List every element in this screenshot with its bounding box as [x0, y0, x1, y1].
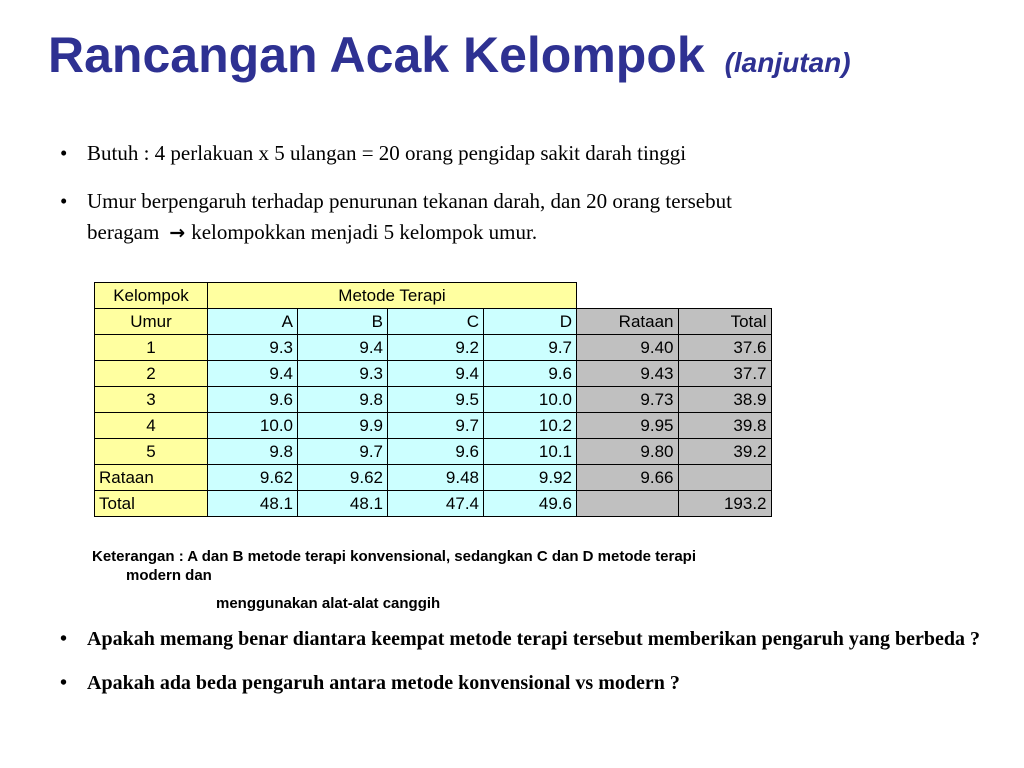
table-row — [95, 413, 772, 439]
cell: 9.3 — [298, 361, 388, 387]
cell-rataan: 9.73 — [577, 387, 679, 413]
cell-total: 39.8 — [678, 413, 771, 439]
table-row — [95, 361, 772, 387]
table-row — [95, 335, 772, 361]
row-label: 4 — [95, 413, 208, 439]
cell-empty — [577, 491, 679, 517]
cell-total: 37.6 — [678, 335, 771, 361]
row-label: Total — [95, 491, 208, 517]
cell: 48.1 — [298, 491, 388, 517]
header-total: Total — [678, 309, 771, 335]
cell: 9.62 — [298, 465, 388, 491]
table-note — [92, 547, 696, 613]
cell: 9.9 — [298, 413, 388, 439]
bullet-dot: • — [60, 141, 68, 165]
cell-total: 38.9 — [678, 387, 771, 413]
bullet-item — [60, 186, 980, 249]
cell: 9.7 — [484, 335, 577, 361]
table-header-row — [95, 283, 772, 309]
note-line: Keterangan : A dan B metode terapi konvensional, sedangkan C dan D metode terapi — [92, 548, 697, 565]
question-item — [60, 668, 980, 698]
cell: 9.2 — [388, 335, 484, 361]
slide-title — [48, 27, 851, 83]
row-label: 1 — [95, 335, 208, 361]
table-row-total — [95, 491, 772, 517]
header-umur: Umur — [95, 309, 208, 335]
blank-cell — [678, 283, 771, 309]
cell: 10.0 — [484, 387, 577, 413]
table-row — [95, 439, 772, 465]
cell: 9.3 — [208, 335, 298, 361]
row-label: 5 — [95, 439, 208, 465]
header-metode-terapi: Metode Terapi — [208, 283, 577, 309]
table-row — [95, 387, 772, 413]
cell-total: 39.2 — [678, 439, 771, 465]
cell: 10.2 — [484, 413, 577, 439]
cell-rataan: 9.66 — [577, 465, 679, 491]
cell: 9.92 — [484, 465, 577, 491]
note-line: menggunakan alat-alat canggih — [216, 595, 441, 612]
cell: 9.6 — [208, 387, 298, 413]
blank-cell — [577, 283, 679, 309]
title-sub: (lanjutan) — [724, 47, 851, 78]
title-main: Rancangan Acak Kelompok — [48, 27, 705, 83]
bullet-item — [60, 138, 980, 169]
question-text: Apakah memang benar diantara keempat metode terapi tersebut memberikan pengaruh yang berbeda ? — [87, 628, 980, 650]
table-header-row — [95, 309, 772, 335]
bullet-text: Umur berpengaruh terhadap penurunan tekanan darah, dan 20 orang tersebut — [87, 189, 732, 213]
cell: 9.5 — [388, 387, 484, 413]
cell-rataan: 9.43 — [577, 361, 679, 387]
cell: 9.7 — [388, 413, 484, 439]
cell: 48.1 — [208, 491, 298, 517]
bullet-text-continued: beragam — [87, 220, 160, 244]
header-rataan: Rataan — [577, 309, 679, 335]
cell-rataan: 9.40 — [577, 335, 679, 361]
cell-empty — [678, 465, 771, 491]
cell: 9.4 — [298, 335, 388, 361]
header-d: D — [484, 309, 577, 335]
bullet-dot: • — [60, 189, 68, 213]
bullet-dot: • — [60, 672, 68, 694]
cell: 9.7 — [298, 439, 388, 465]
cell: 9.4 — [208, 361, 298, 387]
header-a: A — [208, 309, 298, 335]
cell: 49.6 — [484, 491, 577, 517]
note-line: modern dan — [126, 567, 212, 584]
cell: 9.48 — [388, 465, 484, 491]
bullet-list — [60, 138, 980, 266]
cell: 10.0 — [208, 413, 298, 439]
bullet-text-continued: kelompokkan menjadi 5 kelompok umur. — [191, 220, 538, 244]
data-table — [94, 282, 772, 517]
cell-total: 37.7 — [678, 361, 771, 387]
cell-rataan: 9.95 — [577, 413, 679, 439]
cell: 9.62 — [208, 465, 298, 491]
bullet-dot: • — [60, 628, 68, 650]
cell: 9.6 — [388, 439, 484, 465]
cell: 9.4 — [388, 361, 484, 387]
header-kelompok: Kelompok — [95, 283, 208, 309]
question-item — [60, 624, 980, 654]
bullet-text: Butuh : 4 perlakuan x 5 ulangan = 20 orang pengidap sakit darah tinggi — [87, 141, 687, 165]
question-list — [60, 624, 980, 712]
table-row-rataan — [95, 465, 772, 491]
row-label: 3 — [95, 387, 208, 413]
question-text: Apakah ada beda pengaruh antara metode konvensional vs modern ? — [87, 672, 680, 694]
row-label: 2 — [95, 361, 208, 387]
arrow-right-icon: → — [169, 222, 186, 244]
row-label: Rataan — [95, 465, 208, 491]
cell: 9.8 — [298, 387, 388, 413]
header-b: B — [298, 309, 388, 335]
cell: 47.4 — [388, 491, 484, 517]
cell-total: 193.2 — [678, 491, 771, 517]
cell-rataan: 9.80 — [577, 439, 679, 465]
cell: 10.1 — [484, 439, 577, 465]
header-c: C — [388, 309, 484, 335]
cell: 9.8 — [208, 439, 298, 465]
cell: 9.6 — [484, 361, 577, 387]
